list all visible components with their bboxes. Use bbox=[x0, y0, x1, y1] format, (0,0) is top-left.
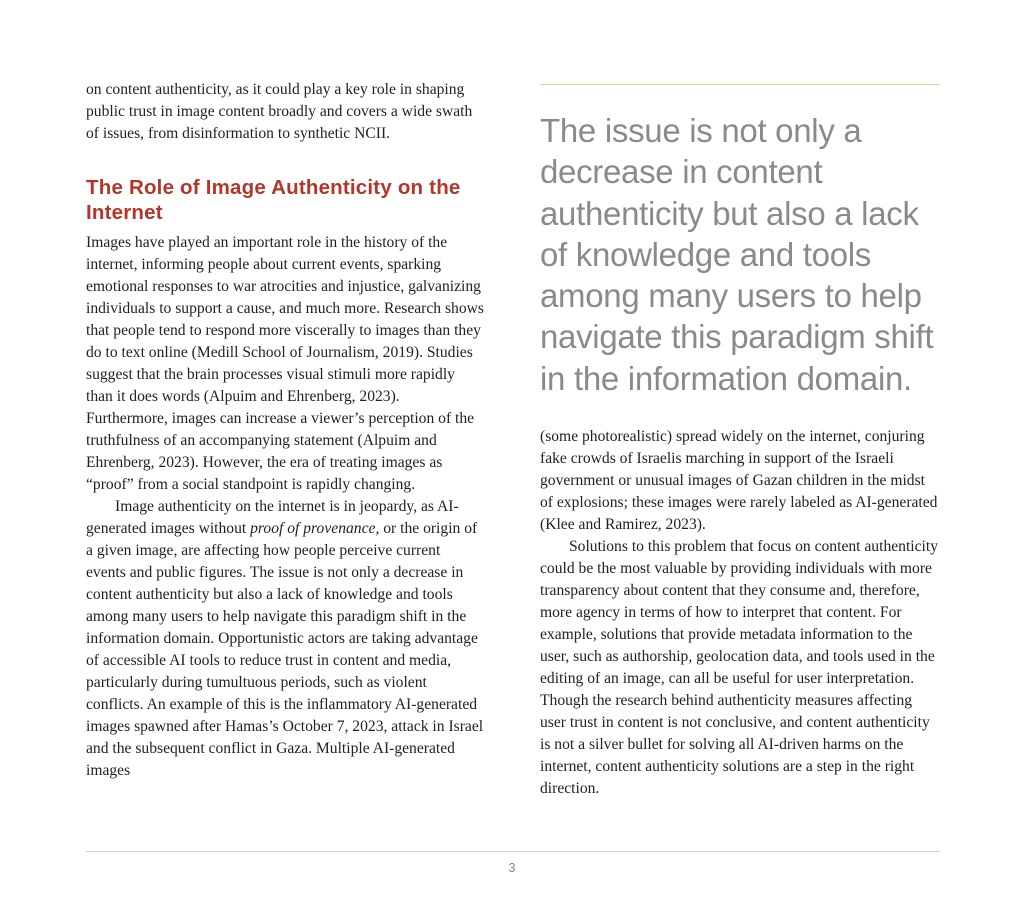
left-column bbox=[86, 79, 484, 782]
proof-of-provenance-term: proof of provenance bbox=[250, 520, 376, 537]
paragraph-2-rest: , or the origin of a given image, are affecting how people perceive current events and public figures. The issue is not only a decrease in content authenticity but also a lack of knowledge and tools among many users to help navigate this paradigm shift in the information domain. Opportunistic actors are taking advantage of accessible AI tools to reduce trust in content and media, particularly during tumultuous periods, such as violent conflicts. An example of this is the inflammatory AI-generated images spawned after Hamas’s October 7, 2023, attack in Israel and the subsequent conflict in Gaza. Multiple AI-generated images bbox=[86, 520, 484, 779]
footer-divider bbox=[86, 851, 940, 852]
pull-quote-divider bbox=[540, 84, 940, 85]
page-number: 3 bbox=[508, 860, 516, 875]
body-paragraph-3: Solutions to this problem that focus on content authenticity could be the most valuable by providing individuals with more transparency about content that they consume and, therefore, more agency in terms of how to interpret that content. For example, solutions that provide metadata information to the user, such as authorship, geolocation data, and tools used in the editing of an image, can all be useful for user interpretation. Though the research behind authenticity measures affecting user trust in content is not conclusive, and content authenticity is not a silver bullet for solving all AI-driven harms on the internet, content authenticity solutions are a step in the right direction. bbox=[540, 538, 939, 797]
body-paragraph-1: Images have played an important role in the history of the internet, informing people about current events, sparking emotional responses to war atrocities and injustice, galvanizing individuals to support a cause, and much more. Research shows that people tend to respond more viscerally to images than they do to text online (Medill School of Journalism, 2019). Studies suggest that the brain processes visual stimuli more rapidly than it does words (Alpuim and Ehrenberg, 2023). Furthermore, images can increase a viewer’s perception of the truthfulness of an accompanying statement (Alpuim and Ehrenberg, 2023). However, the era of treating images as “proof” from a social standpoint is rapidly changing. bbox=[86, 234, 484, 493]
continuation-paragraph: (some photorealistic) spread widely on the internet, conjuring fake crowds of Israelis marching in support of the Israeli government or unusual images of Gazan children in the midst of explosions; these images were rarely labeled as AI-generated (Klee and Ramirez, 2023). bbox=[540, 428, 938, 533]
body-paragraph-2 bbox=[86, 496, 484, 782]
paragraph-2-lead: Image authenticity on the internet is in jeopardy, as AI-generated images without bbox=[86, 498, 459, 537]
opening-paragraph: on content authenticity, as it could play a key role in shaping public trust in image content broadly and covers a wide swath of issues, from disinformation to synthetic NCII. bbox=[86, 81, 473, 142]
right-column bbox=[540, 426, 940, 800]
pull-quote: The issue is not only a decrease in content authenticity but also a lack of knowledge and tools among many users to help navigate this paradigm shift in the information domain. bbox=[540, 112, 934, 397]
section-heading: The Role of Image Authenticity on the Internet bbox=[86, 176, 461, 224]
